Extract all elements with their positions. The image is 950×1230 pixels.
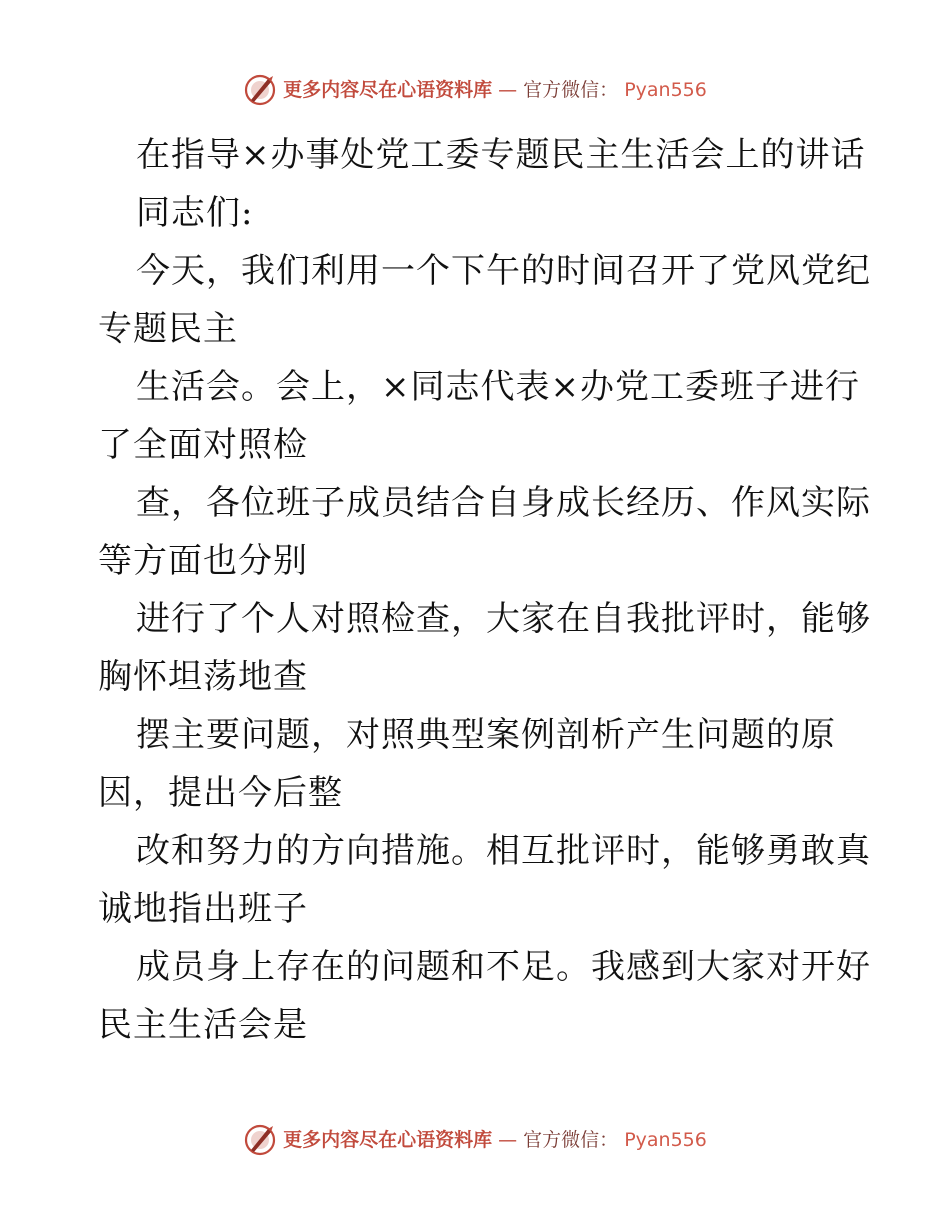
paragraph-line: 进行了个人对照检查，大家在自我批评时，能够 xyxy=(136,599,871,639)
paragraph-line: 胸怀坦荡地查 xyxy=(98,657,308,697)
banner-wechat-id: Pyan556 xyxy=(624,79,707,101)
paragraph-line: 等方面也分别 xyxy=(98,541,308,581)
paragraph-line: 生活会。会上，×同志代表×办党工委班子进行 xyxy=(136,367,860,407)
paragraph-line: 成员身上存在的问题和不足。我感到大家对开好 xyxy=(136,947,871,987)
paragraph-line: 今天，我们利用一个下午的时间召开了党风党纪 xyxy=(136,251,871,291)
quill-pen-logo-icon xyxy=(243,1123,277,1157)
document-body xyxy=(98,126,871,1054)
paragraph-line: 诚地指出班子 xyxy=(98,889,308,929)
paragraph-line: 了全面对照检 xyxy=(98,425,308,465)
banner-separator: — xyxy=(498,79,518,101)
quill-pen-logo-icon xyxy=(243,73,277,107)
paragraph-line: 因，提出今后整 xyxy=(98,773,343,813)
banner-official-label: 官方微信： xyxy=(523,1129,619,1151)
banner-separator: — xyxy=(498,1129,518,1151)
banner-wechat-id: Pyan556 xyxy=(624,1129,707,1151)
paragraph-line: 改和努力的方向措施。相互批评时，能够勇敢真 xyxy=(136,831,871,871)
paragraph-line: 摆主要问题，对照典型案例剖析产生问题的原 xyxy=(136,715,836,755)
banner-main-text: 更多内容尽在心语资料库 xyxy=(283,79,493,101)
paragraph-line: 民主生活会是 xyxy=(98,1005,308,1045)
banner-official-label: 官方微信： xyxy=(523,79,619,101)
salutation: 同志们: xyxy=(136,193,254,233)
footer-banner xyxy=(0,1120,950,1160)
document-title: 在指导×办事处党工委专题民主生活会上的讲话 xyxy=(136,135,866,175)
paragraph-line: 专题民主 xyxy=(98,309,238,349)
paragraph-line: 查，各位班子成员结合自身成长经历、作风实际 xyxy=(136,483,871,523)
header-banner xyxy=(0,70,950,110)
banner-main-text: 更多内容尽在心语资料库 xyxy=(283,1129,493,1151)
